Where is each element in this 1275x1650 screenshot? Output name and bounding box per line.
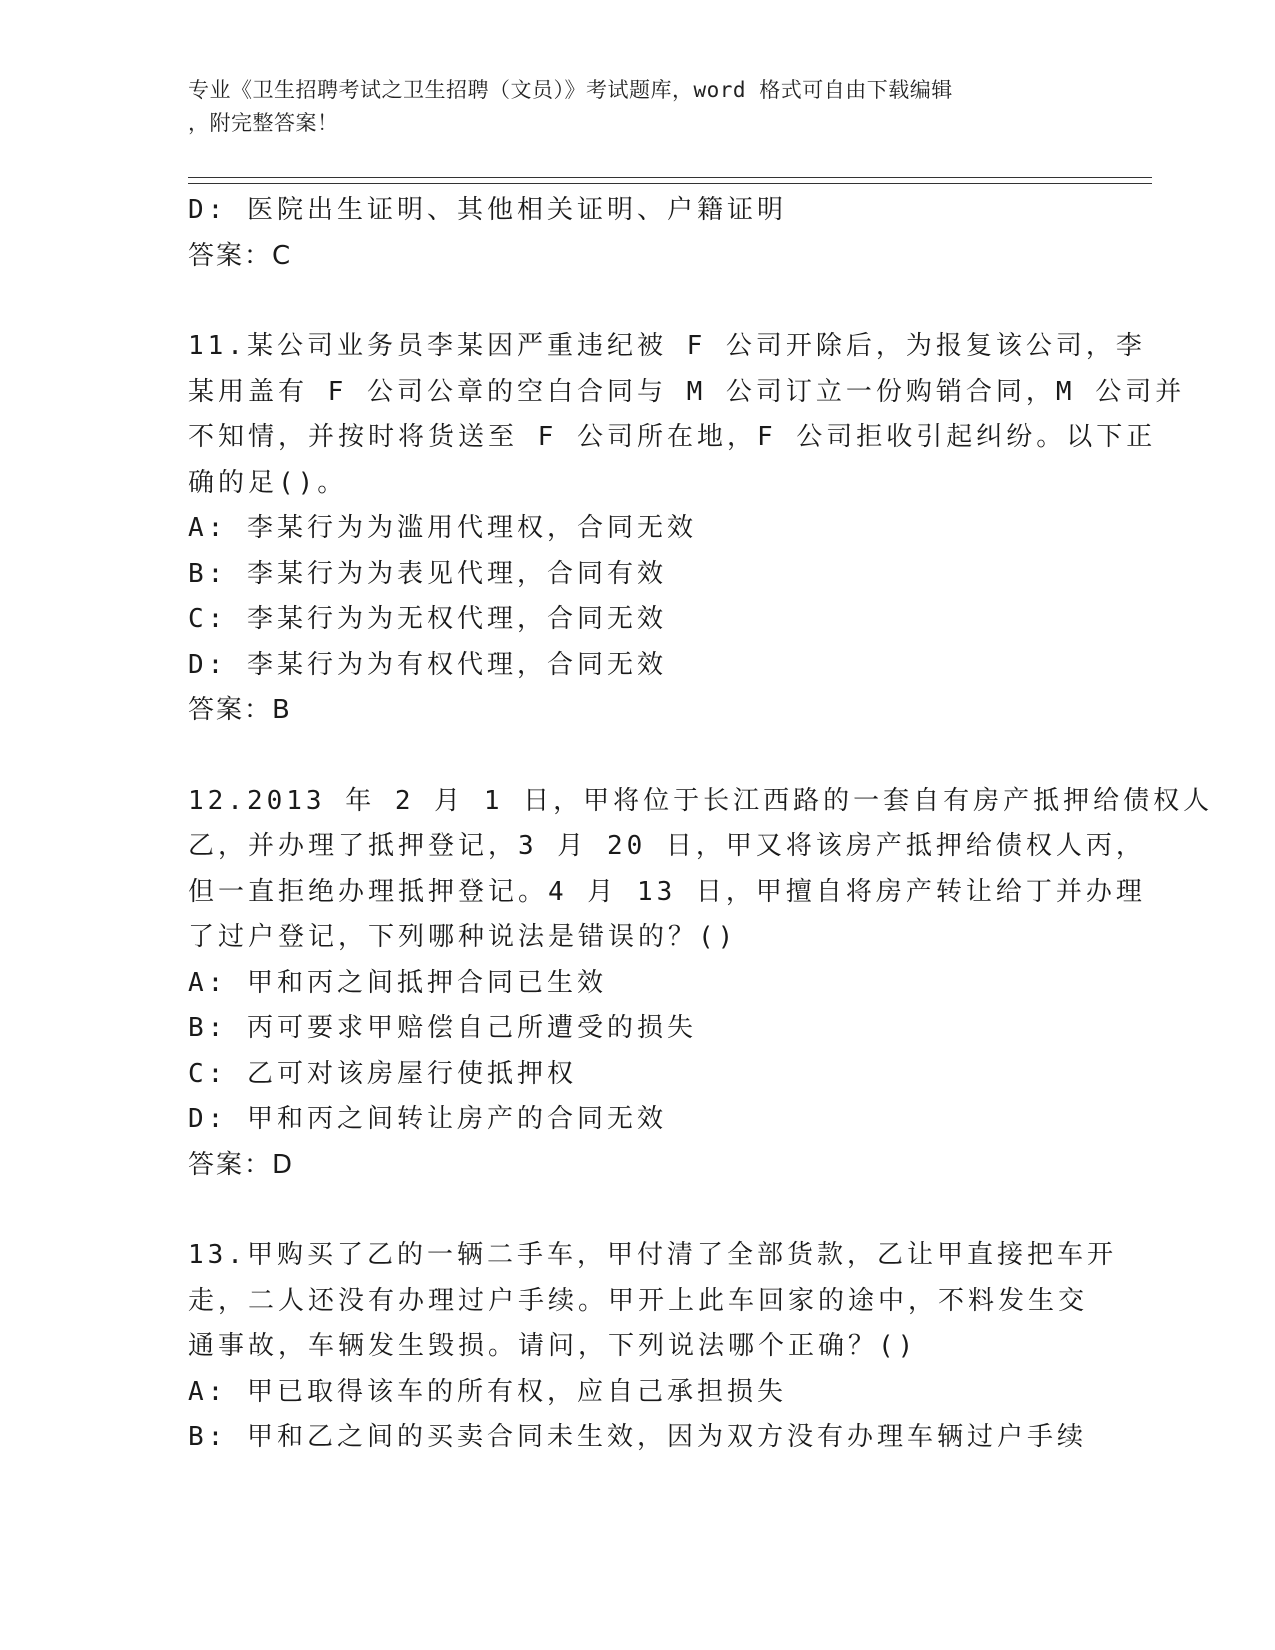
spacer bbox=[188, 734, 1088, 779]
question-stem-line: 不知情，并按时将货送至 F 公司所在地，F 公司拒收引起纠纷。以下正 bbox=[188, 422, 1157, 452]
option-b: B: 李某行为为表见代理，合同有效 bbox=[188, 558, 667, 589]
option-c: C: 李某行为为无权代理，合同无效 bbox=[188, 604, 667, 634]
option-b: B: 甲和乙之间的买卖合同未生效，因为双方没有办理车辆过户手续 bbox=[188, 1422, 1087, 1452]
q10-option-d: D: 医院出生证明、其他相关证明、户籍证明 bbox=[188, 195, 787, 225]
question-stem-line: 某用盖有 F 公司公章的空白合同与 M 公司订立一份购销合同，M 公司并 bbox=[188, 376, 1186, 407]
option-c: C: 乙可对该房屋行使抵押权 bbox=[188, 1058, 577, 1089]
question-stem-line: 通事故，车辆发生毁损。请问，下列说法哪个正确？() bbox=[188, 1331, 918, 1361]
question-13 bbox=[188, 1233, 1117, 1461]
answer: 答案：B bbox=[188, 695, 292, 725]
question-stem-line: 11.某公司业务员李某因严重违纪被 F 公司开除后，为报复该公司，李 bbox=[188, 331, 1146, 361]
spacer bbox=[188, 1188, 1088, 1233]
question-stem-line: 确的足()。 bbox=[188, 467, 348, 498]
header-line-1: 专业《卫生招聘考试之卫生招聘（文员）》考试题库，word 格式可自由下载编辑 bbox=[188, 78, 953, 102]
document-body bbox=[188, 188, 1214, 1461]
header-divider-top bbox=[188, 177, 1152, 178]
header-line-2: ，附完整答案！ bbox=[188, 111, 339, 135]
option-a: A: 甲已取得该车的所有权，应自己承担损失 bbox=[188, 1376, 787, 1407]
question-stem-line: 乙，并办理了抵押登记，3 月 20 日，甲又将该房产抵押给债权人丙， bbox=[188, 831, 1146, 861]
q10-answer: 答案：C bbox=[188, 240, 293, 271]
page-header bbox=[188, 74, 1068, 140]
option-a: A: 李某行为为滥用代理权，合同无效 bbox=[188, 513, 697, 543]
question-stem-line: 走，二人还没有办理过户手续。甲开上此车回家的途中，不料发生交 bbox=[188, 1285, 1089, 1316]
question-12 bbox=[188, 779, 1214, 1189]
option-d: D: 李某行为为有权代理，合同无效 bbox=[188, 649, 667, 680]
question-stem-line: 但一直拒绝办理抵押登记。4 月 13 日，甲擅自将房产转让给丁并办理 bbox=[188, 876, 1146, 907]
answer: 答案：D bbox=[188, 1149, 295, 1180]
question-stem-line: 12.2013 年 2 月 1 日，甲将位于长江西路的一套自有房产抵押给债权人 bbox=[188, 785, 1214, 816]
option-a: A: 甲和丙之间抵押合同已生效 bbox=[188, 967, 607, 998]
option-d: D: 甲和丙之间转让房产的合同无效 bbox=[188, 1104, 667, 1134]
option-b: B: 丙可要求甲赔偿自己所遭受的损失 bbox=[188, 1013, 697, 1043]
header-divider-bottom bbox=[188, 183, 1152, 184]
question-11 bbox=[188, 324, 1186, 734]
question-stem-line: 13.甲购买了乙的一辆二手车，甲付清了全部货款，乙让甲直接把车开 bbox=[188, 1240, 1117, 1270]
question-stem-line: 了过户登记，下列哪种说法是错误的？() bbox=[188, 922, 738, 952]
spacer bbox=[188, 279, 1088, 324]
